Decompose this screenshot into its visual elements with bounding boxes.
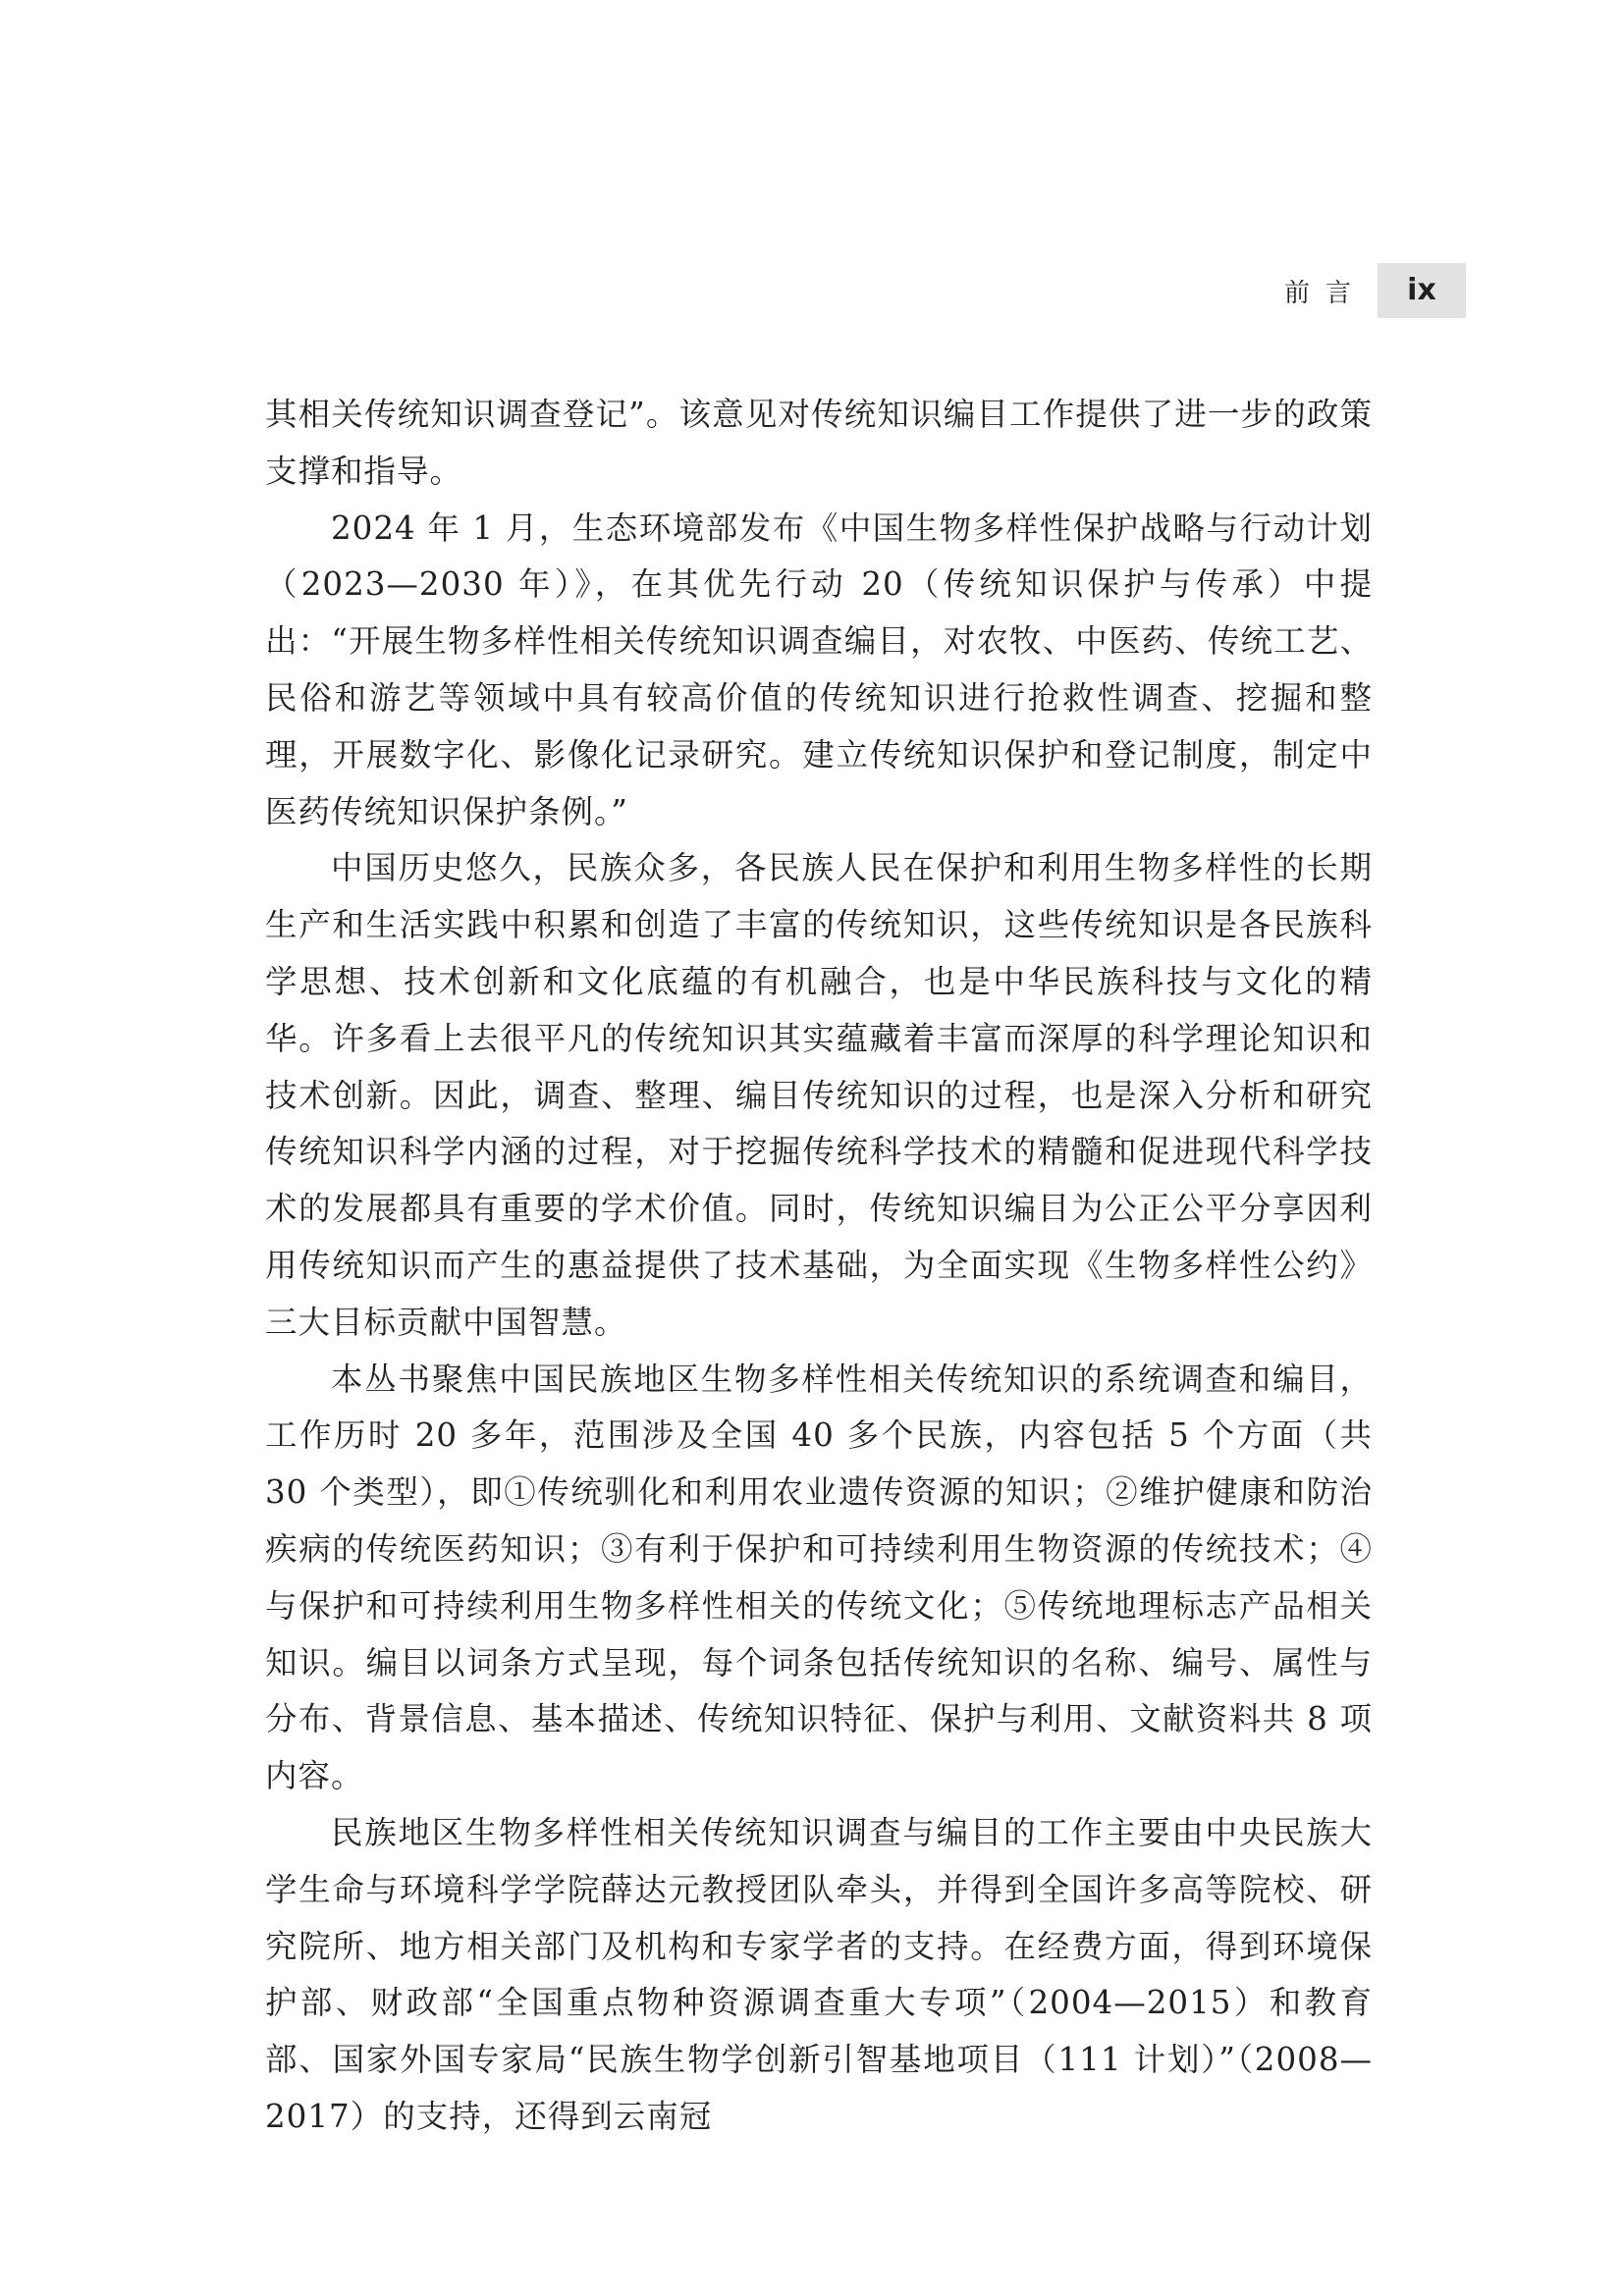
paragraph: 其相关传统知识调查登记”。该意见对传统知识编目工作提供了进一步的政策支撑和指导。 bbox=[265, 396, 1373, 490]
section-title: 前言 bbox=[1284, 279, 1368, 308]
body-text bbox=[265, 387, 1373, 2146]
paragraph: 本丛书聚焦中国民族地区生物多样性相关传统知识的系统调查和编目，工作历时 20 多年，范围涉及全国 40 多个民族，内容包括 5 个方面（共 30 个类型），即①传统驯化和利用农业遗传资源的知识；②维护健康和防治疾病的传统医药知识；③有利于保护和可持续利用生物资源的传统技术；④与保护和可持续利用生物多样性相关的传统文化；⑤传统地理标志产品相关知识。编目以词条方式呈现，每个词条包括传统知识的名称、编号、属性与分布、背景信息、基本描述、传统知识特征、保护与利用、文献资料共 8 项内容。 bbox=[265, 1360, 1373, 1795]
page-number: ix bbox=[1378, 263, 1466, 318]
running-header bbox=[1262, 263, 1466, 318]
paragraph: 中国历史悠久，民族众多，各民族人民在保护和利用生物多样性的长期生产和生活实践中积累和创造了丰富的传统知识，这些传统知识是各民族科学思想、技术创新和文化底蕴的有机融合，也是中华民族科技与文化的精华。许多看上去很平凡的传统知识其实蕴藏着丰富而深厚的科学理论知识和技术创新。因此，调查、整理、编目传统知识的过程，也是深入分析和研究传统知识科学内涵的过程，对于挖掘传统科学技术的精髓和促进现代科学技术的发展都具有重要的学术价值。同时，传统知识编目为公正公平分享因利用传统知识而产生的惠益提供了技术基础，为全面实现《生物多样性公约》三大目标贡献中国智慧。 bbox=[265, 849, 1373, 1341]
paragraph: 2024 年 1 月，生态环境部发布《中国生物多样性保护战略与行动计划（2023—2030 年）》，在其优先行动 20（传统知识保护与传承）中提出：“开展生物多样性相关传统知识调查编目，对农牧、中医药、传统工艺、民俗和游艺等领域中具有较高价值的传统知识进行抢救性调查、挖掘和整理，开展数字化、影像化记录研究。建立传统知识保护和登记制度，制定中医药传统知识保护条例。” bbox=[265, 508, 1373, 830]
paragraph: 民族地区生物多样性相关传统知识调查与编目的工作主要由中央民族大学生命与环境科学学院薛达元教授团队牵头，并得到全国许多高等院校、研究院所、地方相关部门及机构和专家学者的支持。在经费方面，得到环境保护部、财政部“全国重点物种资源调查重大专项”（2004—2015）和教育部、国家外国专家局“民族生物学创新引智基地项目（111 计划）”（2008—2017）的支持，还得到云南冠 bbox=[265, 1813, 1373, 2135]
